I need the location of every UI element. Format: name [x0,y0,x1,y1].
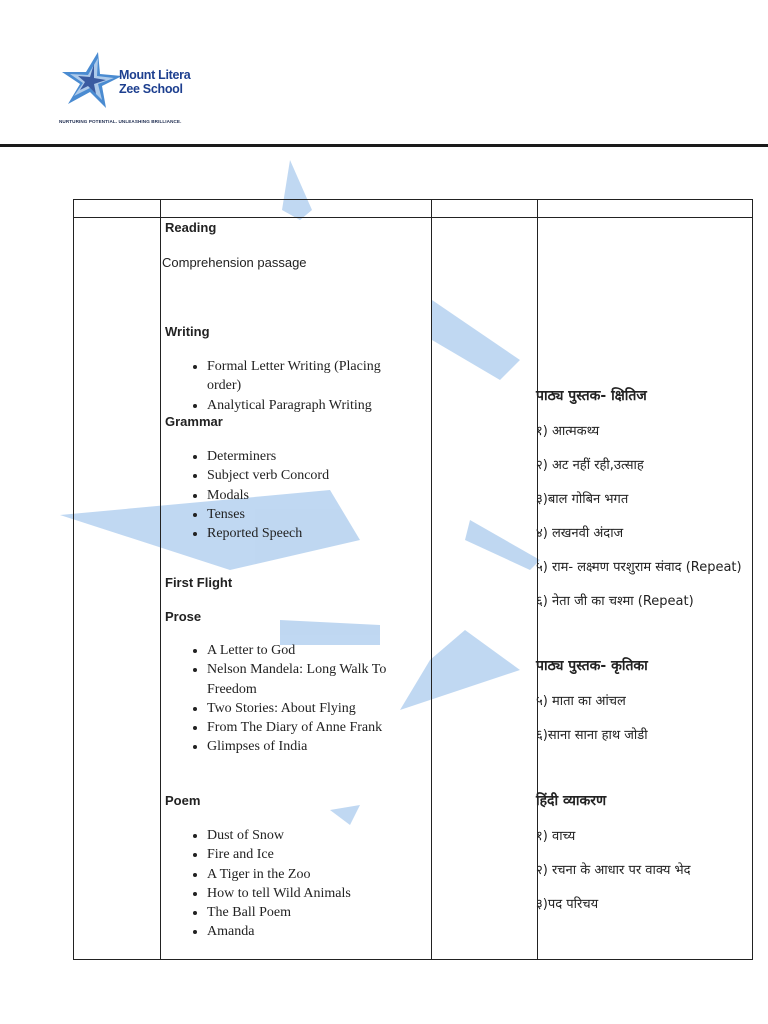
list-item: • Fire and Ice [207,845,417,864]
header-cell-4 [538,200,753,218]
list-item: • Dust of Snow [207,826,417,845]
list-item: २) रचना के आधार पर वाक्य भेद [536,863,691,878]
english-syllabus-cell [161,218,432,960]
list-item: • Determiners [207,447,417,466]
list-item: • Analytical Paragraph Writing [207,396,417,415]
writing-heading: Writing [165,324,210,339]
reading-heading: Reading [165,220,217,235]
grammar-list [161,447,417,543]
hindi-syllabus-cell [538,218,753,960]
table-header-row [74,200,753,218]
header-cell-2 [161,200,432,218]
poem-list [161,826,417,942]
list-item: • Two Stories: About Flying [207,699,417,718]
syllabus-table [73,199,753,960]
prose-heading: Prose [165,609,202,624]
list-item: २) अट नहीं रही,उत्साह [536,458,644,473]
first-flight-heading: First Flight [165,575,233,590]
empty-cell [432,218,538,960]
star-logo-icon [60,50,124,114]
prose-list [161,641,417,757]
list-item: • Tenses [207,505,417,524]
list-item: ३)पद परिचय [536,897,599,912]
list-item: • The Ball Poem [207,903,417,922]
kshitij-heading: पाठ्य पुस्तक- क्षितिज [536,388,647,404]
header-divider [0,144,768,147]
list-item: ४) लखनवी अंदाज [536,526,624,541]
list-item: • Nelson Mandela: Long Walk To Freedom [207,660,417,699]
school-name [119,68,219,96]
list-item: • How to tell Wild Animals [207,884,417,903]
list-item: ५) माता का आंचल [536,694,626,709]
grammar-heading: Grammar [165,414,223,429]
school-name-line-1: Mount Litera [119,68,191,82]
list-item: १) वाच्य [536,829,576,844]
header-cell-3 [432,200,538,218]
school-logo [56,50,216,130]
list-item: • Glimpses of India [207,737,417,756]
list-item: • A Tiger in the Zoo [207,865,417,884]
header-cell-1 [74,200,161,218]
list-item: • Modals [207,486,417,505]
list-item: • Formal Letter Writing (Placing order) [207,357,417,396]
list-item: ३)बाल गोबिन भगत [536,492,629,507]
list-item: ६)साना साना हाथ जोडी [536,728,648,743]
reading-text: Comprehension passage [162,255,307,270]
poem-heading: Poem [165,793,201,808]
table-row [74,218,753,960]
list-item: • Reported Speech [207,524,417,543]
list-item: ५) राम- लक्ष्मण परशुराम संवाद (Repeat) [536,560,742,575]
vyakaran-heading: हिंदी व्याकरण [536,793,607,809]
list-item: • From The Diary of Anne Frank [207,718,417,737]
school-name-line-2: Zee School [119,82,183,96]
kritika-heading: पाठ्य पुस्तक- कृतिका [536,658,648,674]
list-item: १) आत्मकथ्य [536,424,600,439]
list-item: • Subject verb Concord [207,466,417,485]
list-item: • A Letter to God [207,641,417,660]
list-item: ६) नेता जी का चश्मा (Repeat) [536,594,694,609]
writing-list [161,357,417,415]
school-tagline: NURTURING POTENTIAL. UNLEASHING BRILLIANCE. [59,119,182,124]
month-cell [74,218,161,960]
list-item: • Amanda [207,922,417,941]
